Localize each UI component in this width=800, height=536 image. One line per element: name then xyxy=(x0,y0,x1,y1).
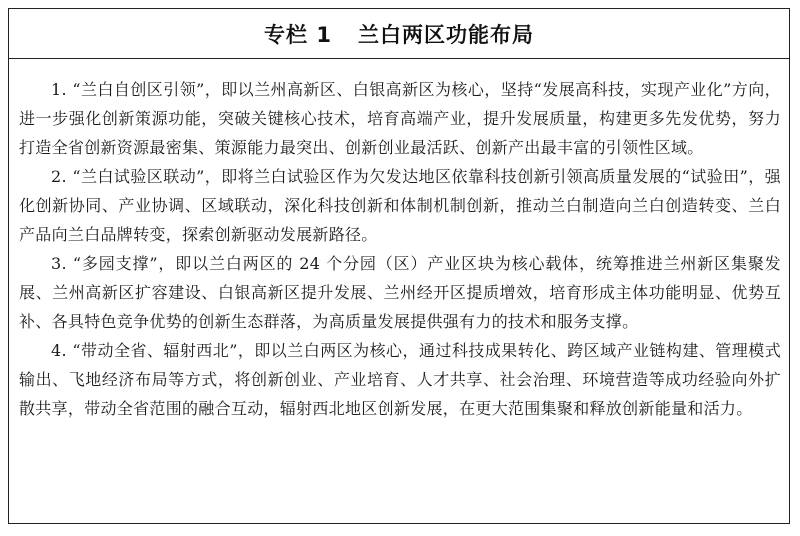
title-bar xyxy=(9,9,789,59)
paragraph-1: 1. “兰白自创区引领”，即以兰州高新区、白银高新区为核心，坚持“发展高科技，实现产业化”方向，进一步强化创新策源功能，突破关键核心技术，培育高端产业，提升发展质量，构建更多先发优势，努力打造全省创新资源最密集、策源能力最突出、创新创业最活跃、创新产出最丰富的引领性区域。 xyxy=(19,80,781,157)
paragraph-2: 2. “兰白试验区联动”，即将兰白试验区作为欠发达地区依靠科技创新引领高质量发展的“试验田”，强化创新协同、产业协调、区域联动，深化科技创新和体制机制创新，推动兰白制造向兰白创造转变、兰白产品向兰白品牌转变，探索创新驱动发展新路径。 xyxy=(19,167,781,244)
column-title xyxy=(264,19,534,49)
column-heading: 兰白两区功能布局 xyxy=(357,22,534,47)
column-content xyxy=(19,75,781,423)
paragraph-3: 3. “多园支撑”，即以兰白两区的 24 个分园（区）产业区块为核心载体，统筹推进兰州新区集聚发展、兰州高新区扩容建设、白银高新区提升发展、兰州经开区提质增效，培育形成主体功能明显、优势互补、各具特色竞争优势的创新生态群落，为高质量发展提供强有力的技术和服务支撑。 xyxy=(19,254,781,331)
paragraph-4: 4. “带动全省、辐射西北”，即以兰白两区为核心，通过科技成果转化、跨区域产业链构建、管理模式输出、飞地经济布局等方式，将创新创业、产业培育、人才共享、社会治理、环境营造等成功经验向外扩散共享，带动全省范围的融合互动，辐射西北地区创新发展，在更大范围集聚和释放创新能量和活力。 xyxy=(19,341,781,418)
column-label: 专栏 1 xyxy=(264,22,332,47)
column-box xyxy=(8,8,790,524)
